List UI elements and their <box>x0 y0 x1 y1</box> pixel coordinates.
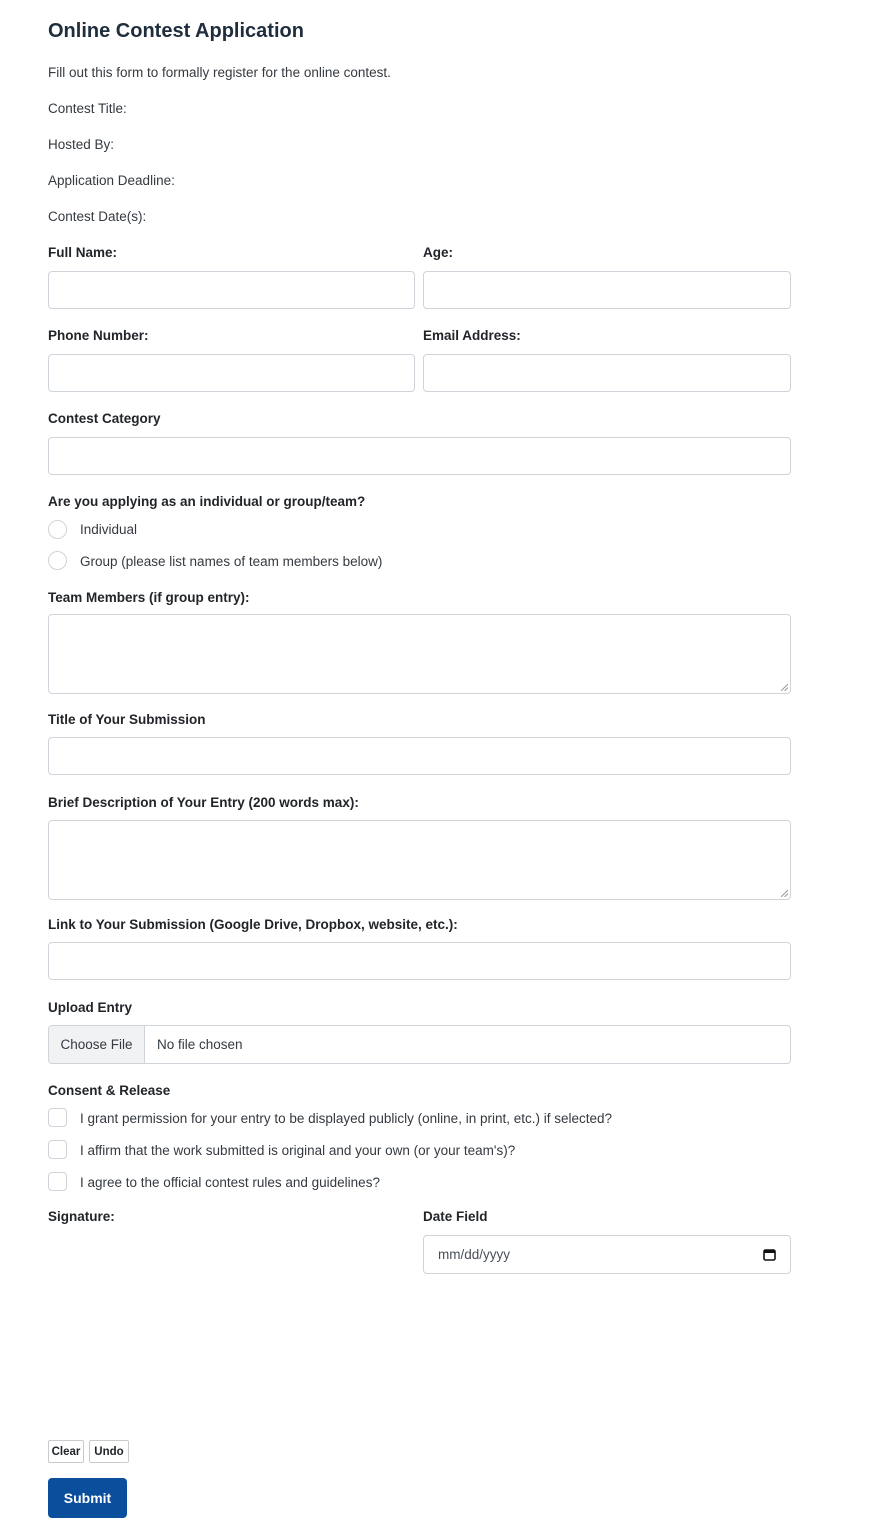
undo-button[interactable]: Undo <box>89 1440 129 1463</box>
resize-grip-icon[interactable] <box>781 684 788 691</box>
team-members-textarea[interactable] <box>48 614 791 694</box>
description-textarea[interactable] <box>48 820 791 900</box>
phone-input[interactable] <box>48 354 415 392</box>
consent-original-checkbox[interactable] <box>48 1140 67 1159</box>
contest-dates-line: Contest Date(s): <box>48 209 147 224</box>
age-label: Age: <box>423 245 453 260</box>
link-label: Link to Your Submission (Google Drive, Dropbox, website, etc.): <box>48 917 458 932</box>
group-radio[interactable] <box>48 551 67 570</box>
consent-label: Consent & Release <box>48 1083 171 1098</box>
link-input[interactable] <box>48 942 791 980</box>
full-name-label: Full Name: <box>48 245 118 260</box>
submission-title-label: Title of Your Submission <box>48 712 206 727</box>
group-radio-label[interactable]: Group (please list names of team members below) <box>80 554 383 569</box>
date-input[interactable] <box>423 1235 791 1274</box>
calendar-icon[interactable] <box>763 1248 776 1261</box>
consent-rules-checkbox[interactable] <box>48 1172 67 1191</box>
page-title: Online Contest Application <box>48 20 304 42</box>
age-input[interactable] <box>423 271 791 309</box>
signature-label: Signature: <box>48 1209 115 1224</box>
file-status: No file chosen <box>157 1037 243 1052</box>
full-name-input[interactable] <box>48 271 415 309</box>
submission-title-input[interactable] <box>48 737 791 775</box>
email-input[interactable] <box>423 354 791 392</box>
form-intro: Fill out this form to formally register for the online contest. <box>48 65 391 80</box>
file-upload-input[interactable] <box>48 1025 791 1064</box>
resize-grip-icon[interactable] <box>781 890 788 897</box>
team-members-label: Team Members (if group entry): <box>48 590 250 605</box>
clear-button[interactable]: Clear <box>48 1440 84 1463</box>
date-field-label: Date Field <box>423 1209 488 1224</box>
hosted-by-line: Hosted By: <box>48 137 115 152</box>
phone-label: Phone Number: <box>48 328 149 343</box>
email-label: Email Address: <box>423 328 521 343</box>
deadline-line: Application Deadline: <box>48 173 175 188</box>
consent-rules-label[interactable]: I agree to the official contest rules and guidelines? <box>80 1175 380 1190</box>
contest-title-line: Contest Title: <box>48 101 127 116</box>
applying-as-label: Are you applying as an individual or group/team? <box>48 494 366 509</box>
category-input[interactable] <box>48 437 791 475</box>
consent-display-label[interactable]: I grant permission for your entry to be displayed publicly (online, in print, etc.) if selected? <box>80 1111 613 1126</box>
consent-original-label[interactable]: I affirm that the work submitted is original and your own (or your team's)? <box>80 1143 516 1158</box>
individual-radio-label[interactable]: Individual <box>80 522 138 537</box>
signature-pad[interactable] <box>48 1230 408 1430</box>
upload-label: Upload Entry <box>48 1000 133 1015</box>
individual-radio[interactable] <box>48 520 67 539</box>
description-label: Brief Description of Your Entry (200 words max): <box>48 795 359 810</box>
category-label: Contest Category <box>48 411 161 426</box>
submit-button[interactable]: Submit <box>48 1478 127 1518</box>
choose-file-button[interactable]: Choose File <box>49 1026 145 1063</box>
consent-display-checkbox[interactable] <box>48 1108 67 1127</box>
date-placeholder: mm/dd/yyyy <box>438 1247 511 1262</box>
